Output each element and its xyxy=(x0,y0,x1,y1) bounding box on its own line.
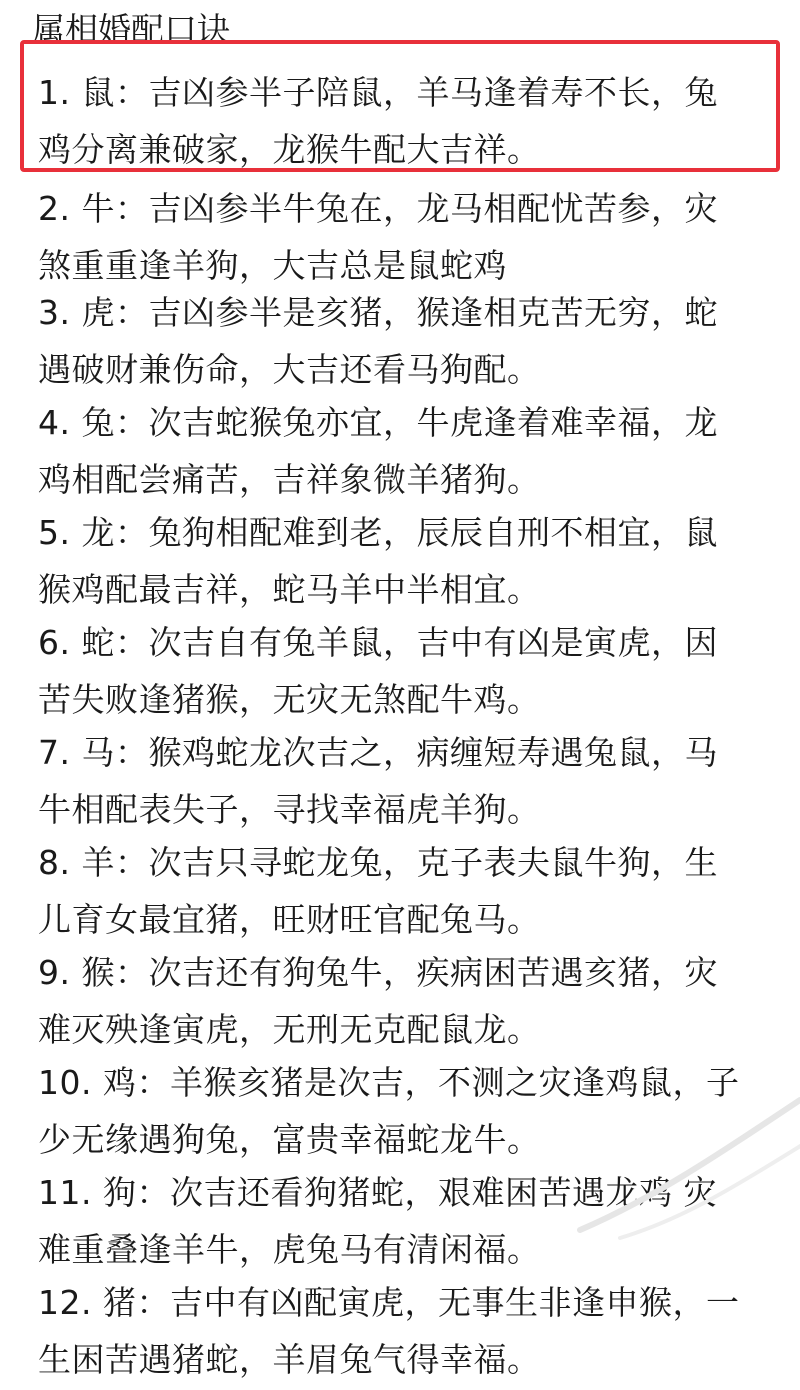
entry-12-pig xyxy=(38,1274,788,1388)
entry-line: 3. 虎：吉凶参半是亥猪，猴逢相克苦无穷，蛇 xyxy=(38,293,718,332)
entry-line: 儿育女最宜猪，旺财旺官配兔马。 xyxy=(38,900,541,939)
entry-line: 少无缘遇狗兔，富贵幸福蛇龙牛。 xyxy=(38,1120,541,1159)
entry-11-dog xyxy=(38,1164,788,1278)
entry-line: 7. 马：猴鸡蛇龙次吉之，病缠短寿遇兔鼠，马 xyxy=(38,733,718,772)
entry-line: 12. 猪：吉中有凶配寅虎，无事生非逢申猴，一 xyxy=(38,1283,740,1322)
entry-line: 4. 兔：次吉蛇猴兔亦宜，牛虎逢着难幸福，龙 xyxy=(38,403,718,442)
entry-line: 6. 蛇：次吉自有兔羊鼠，吉中有凶是寅虎，因 xyxy=(38,623,718,662)
entry-line: 苦失败逢猪猴，无灾无煞配牛鸡。 xyxy=(38,680,541,719)
entry-line: 鸡相配尝痛苦，吉祥象微羊猪狗。 xyxy=(38,460,541,499)
entry-line: 难重叠逢羊牛，虎兔马有清闲福。 xyxy=(38,1230,541,1269)
entry-6-snake xyxy=(38,614,788,728)
entry-line: 煞重重逢羊狗，大吉总是鼠蛇鸡 xyxy=(38,246,507,285)
entry-line: 5. 龙：兔狗相配难到老，辰辰自刑不相宜，鼠 xyxy=(38,513,718,552)
entry-line: 2. 牛：吉凶参半牛兔在，龙马相配忧苦参，灾 xyxy=(38,189,718,228)
entry-9-monkey xyxy=(38,944,788,1058)
entry-10-rooster xyxy=(38,1054,788,1168)
entry-5-dragon xyxy=(38,504,788,618)
entry-line: 难灭殃逢寅虎，无刑无克配鼠龙。 xyxy=(38,1010,541,1049)
entry-line: 8. 羊：次吉只寻蛇龙兔，克子表夫鼠牛狗，生 xyxy=(38,843,718,882)
entry-line: 猴鸡配最吉祥，蛇马羊中半相宜。 xyxy=(38,570,541,609)
page-title: 属相婚配口诀 xyxy=(32,10,230,49)
entry-1-rat xyxy=(38,64,788,178)
entry-line: 鸡分离兼破家，龙猴牛配大吉祥。 xyxy=(38,130,541,169)
entry-8-goat xyxy=(38,834,788,948)
entry-line: 10. 鸡：羊猴亥猪是次吉，不测之灾逢鸡鼠，子 xyxy=(38,1063,740,1102)
entry-line: 9. 猴：次吉还有狗兔牛，疾病困苦遇亥猪，灾 xyxy=(38,953,718,992)
entry-line: 生困苦遇猪蛇，羊眉兔气得幸福。 xyxy=(38,1340,541,1379)
entry-line: 11. 狗：次吉还看狗猪蛇，艰难困苦遇龙鸡 灾 xyxy=(38,1173,717,1212)
entry-line: 牛相配表失子，寻找幸福虎羊狗。 xyxy=(38,790,541,829)
entry-7-horse xyxy=(38,724,788,838)
entry-3-tiger xyxy=(38,284,788,398)
entry-2-ox xyxy=(38,180,788,294)
entry-line: 1. 鼠：吉凶参半子陪鼠，羊马逢着寿不长，兔 xyxy=(38,73,718,112)
entry-4-rabbit xyxy=(38,394,788,508)
entry-line: 遇破财兼伤命，大吉还看马狗配。 xyxy=(38,350,541,389)
